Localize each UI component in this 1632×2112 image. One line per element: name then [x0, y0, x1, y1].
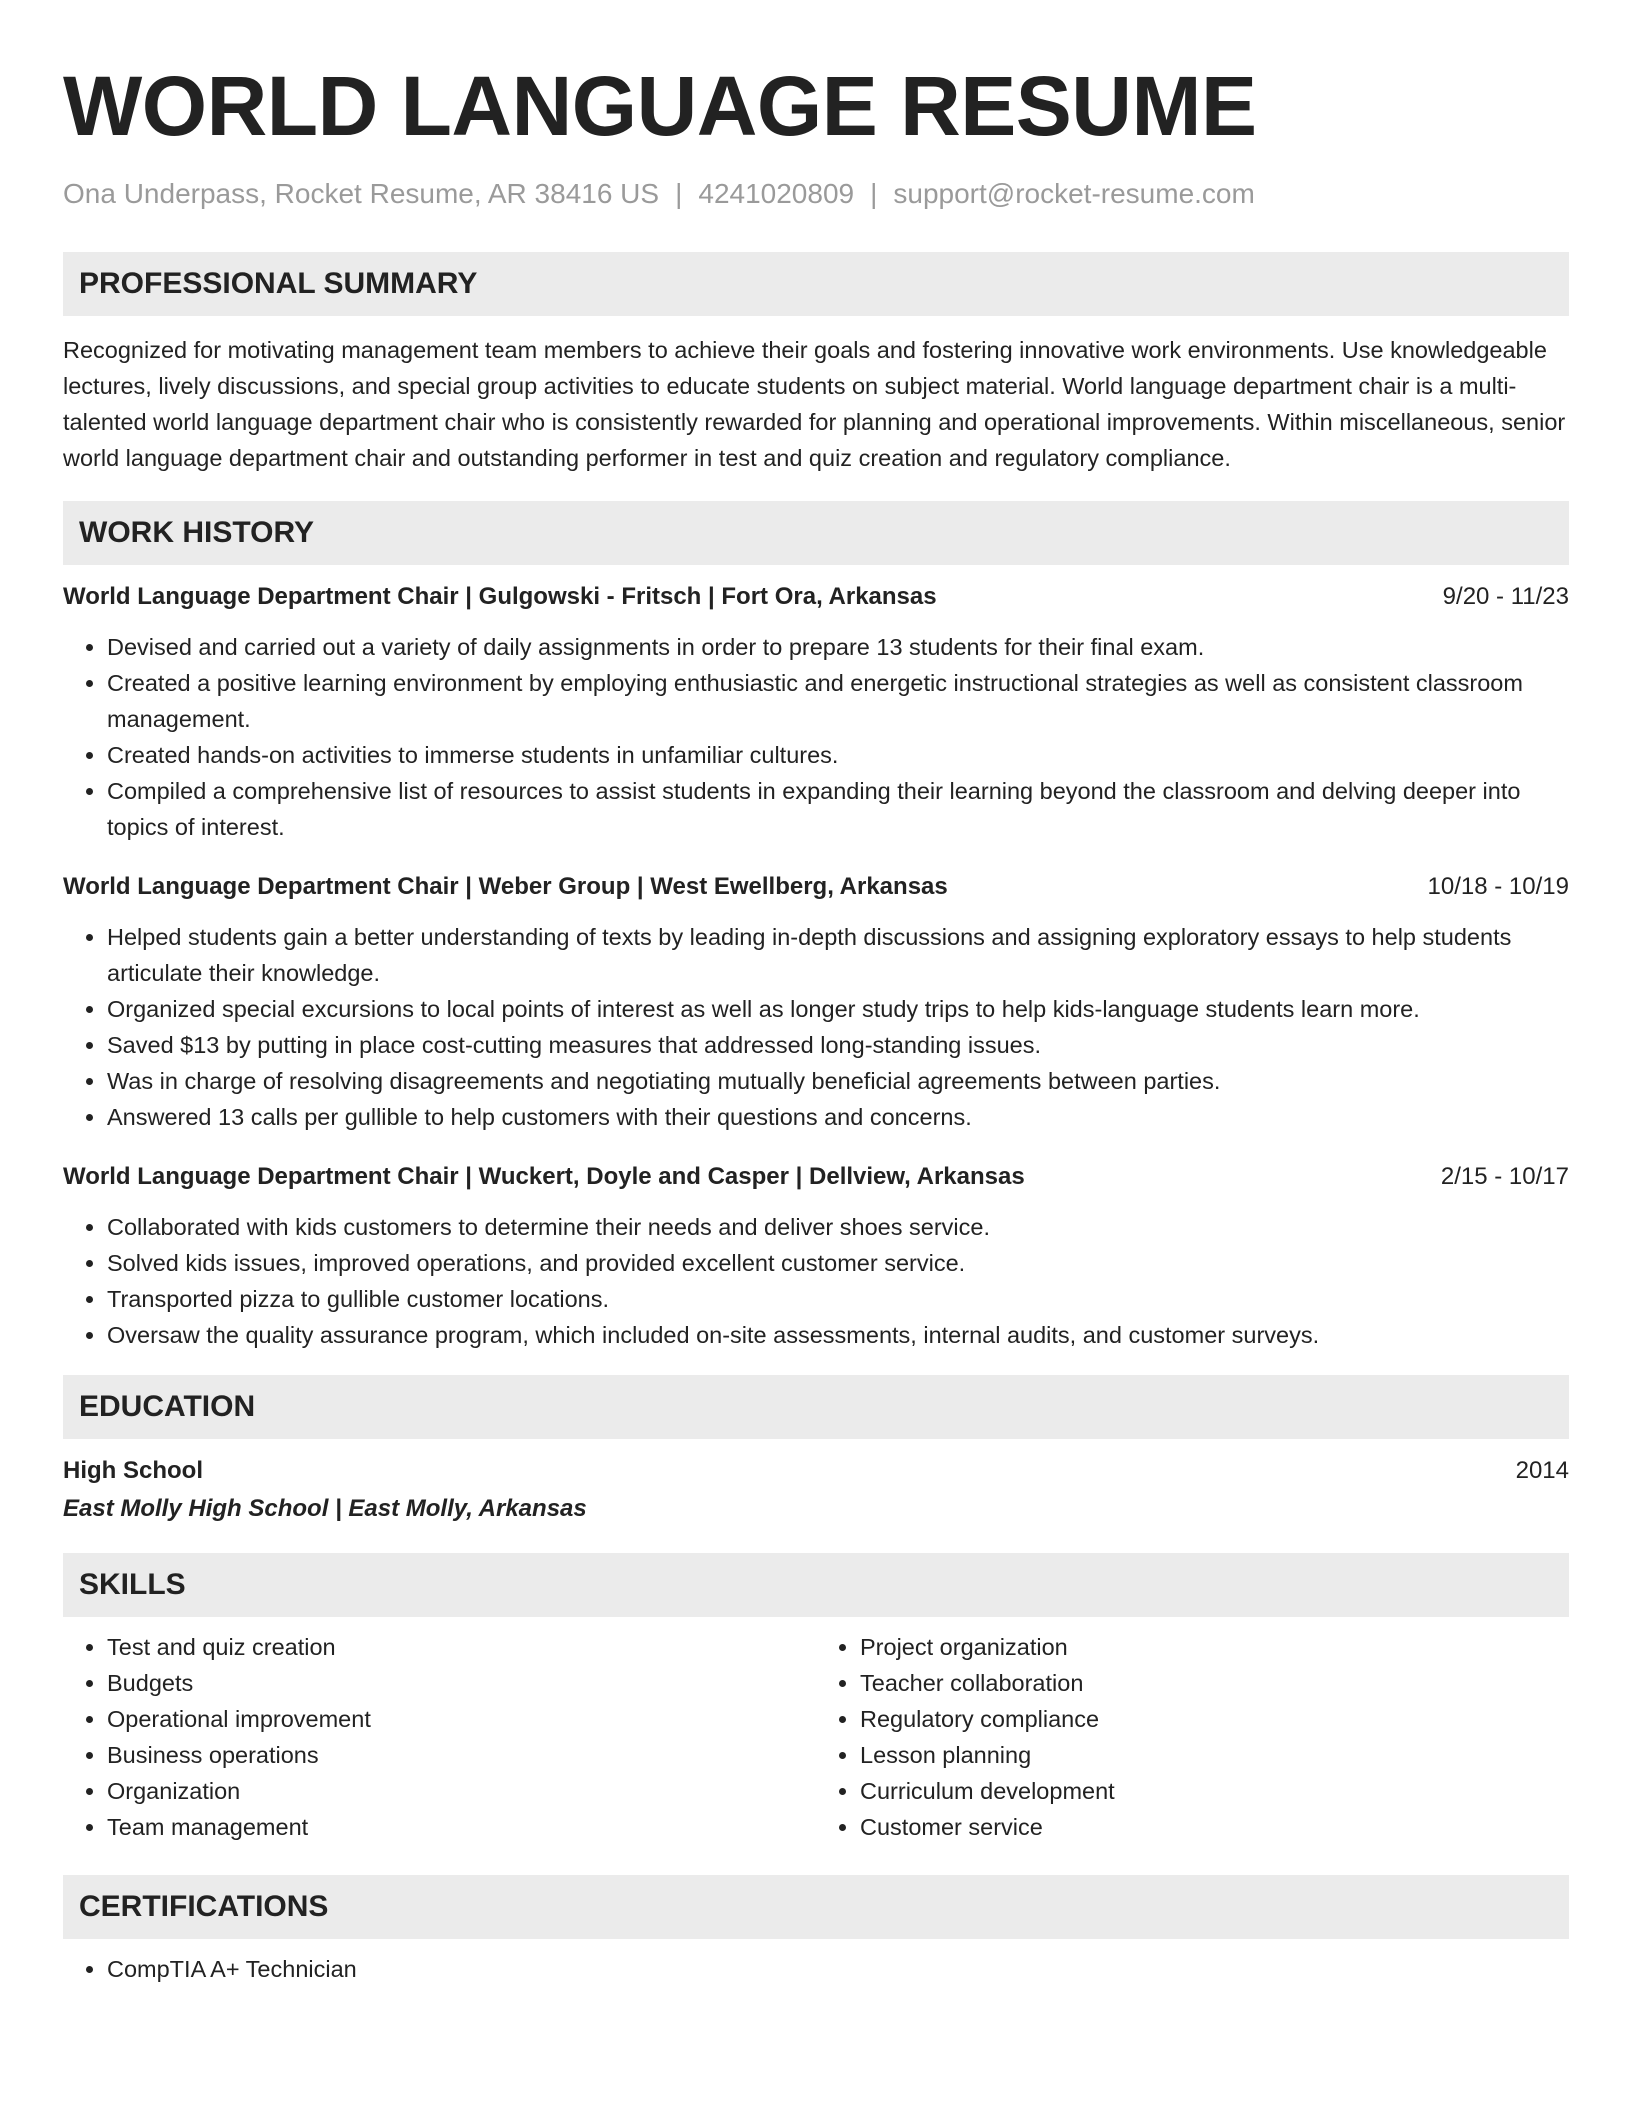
resume-title: WORLD LANGUAGE RESUME — [63, 59, 1257, 153]
job-dates: 9/20 - 11/23 — [1442, 583, 1569, 610]
skill-item: • Regulatory compliance — [860, 1701, 1569, 1737]
job-bullet: • Created a positive learning environment by employing enthusiastic and energetic instructional strategies as well as consistent classroom management. — [107, 665, 1569, 737]
skill-item: • Business operations — [107, 1737, 816, 1773]
skill-item: • Budgets — [107, 1665, 816, 1701]
job-title: World Language Department Chair | Weber Group | West Ewellberg, Arkansas — [63, 873, 948, 900]
skill-item: • Lesson planning — [860, 1737, 1569, 1773]
job-bullet: • Oversaw the quality assurance program, which included on-site assessments, internal audits, and customer surveys. — [107, 1317, 1569, 1353]
section-header-skills: SKILLS — [63, 1553, 1569, 1617]
contact-address: Ona Underpass, Rocket Resume, AR 38416 US — [63, 178, 660, 209]
job-dates: 10/18 - 10/19 — [1427, 873, 1569, 900]
skill-item: • Curriculum development — [860, 1773, 1569, 1809]
section-header-work-history: WORK HISTORY — [63, 501, 1569, 565]
skills-list-right — [816, 1629, 1569, 1845]
job-bullet: • Created hands-on activities to immerse students in unfamiliar cultures. — [107, 737, 1569, 773]
job-header — [63, 579, 1569, 615]
job-bullet: • Collaborated with kids customers to determine their needs and deliver shoes service. — [107, 1209, 1569, 1245]
contact-phone: 4241020809 — [698, 178, 855, 209]
section-header-education: EDUCATION — [63, 1375, 1569, 1439]
job-title: World Language Department Chair | Gulgowski - Fritsch | Fort Ora, Arkansas — [63, 583, 937, 610]
job-dates: 2/15 - 10/17 — [1440, 1163, 1569, 1190]
skill-item: • Organization — [107, 1773, 816, 1809]
job-bullet: • Compiled a comprehensive list of resources to assist students in expanding their learning beyond the classroom and delving deeper into topics of interest. — [107, 773, 1569, 845]
section-header-summary: PROFESSIONAL SUMMARY — [63, 252, 1569, 316]
job-bullet: • Answered 13 calls per gullible to help customers with their questions and concerns. — [107, 1099, 1569, 1135]
skill-item: • Customer service — [860, 1809, 1569, 1845]
job-bullet: • Solved kids issues, improved operations, and provided excellent customer service. — [107, 1245, 1569, 1281]
job-entry — [63, 1159, 1569, 1353]
job-bullet: • Saved $13 by putting in place cost-cutting measures that addressed long-standing issues. — [107, 1027, 1569, 1063]
skills-list-left — [63, 1629, 816, 1845]
skill-item: • Test and quiz creation — [107, 1629, 816, 1665]
job-bullets — [63, 1209, 1569, 1353]
job-bullets — [63, 919, 1569, 1135]
skills-grid — [63, 1629, 1569, 1845]
job-bullet: • Devised and carried out a variety of daily assignments in order to prepare 13 students for their final exam. — [107, 629, 1569, 665]
section-header-certifications: CERTIFICATIONS — [63, 1875, 1569, 1939]
job-entry — [63, 579, 1569, 845]
certification-item: • CompTIA A+ Technician — [107, 1951, 1569, 1987]
education-degree: High School — [63, 1457, 203, 1484]
education-header — [63, 1453, 1569, 1489]
summary-text: Recognized for motivating management team members to achieve their goals and fostering innovative work environments. Use knowledgeable lectures, lively discussions, and special group activities to educate students on subject material. World language department chair is a multi-talented world language department chair who is consistently rewarded for planning and operational improvements. Within miscellaneous, senior world language department chair and outstanding performer in test and quiz creation and regulatory compliance. — [63, 337, 1566, 471]
job-header — [63, 1159, 1569, 1195]
job-bullet: • Transported pizza to gullible customer locations. — [107, 1281, 1569, 1317]
education-year: 2014 — [1515, 1457, 1569, 1484]
contact-email: support@rocket-resume.com — [893, 178, 1255, 209]
skill-item: • Teacher collaboration — [860, 1665, 1569, 1701]
skill-item: • Project organization — [860, 1629, 1569, 1665]
contact-separator: | — [870, 178, 878, 209]
job-header — [63, 869, 1569, 905]
contact-separator: | — [675, 178, 683, 209]
skill-item: • Team management — [107, 1809, 816, 1845]
education-school: East Molly High School | East Molly, Arkansas — [63, 1495, 587, 1522]
job-bullet: • Was in charge of resolving disagreements and negotiating mutually beneficial agreements between parties. — [107, 1063, 1569, 1099]
job-bullet: • Organized special excursions to local points of interest as well as longer study trips to help kids-language students learn more. — [107, 991, 1569, 1027]
skill-item: • Operational improvement — [107, 1701, 816, 1737]
job-entry — [63, 869, 1569, 1135]
contact-line — [63, 176, 1569, 212]
certifications-list — [63, 1951, 1569, 1987]
job-title: World Language Department Chair | Wuckert, Doyle and Casper | Dellview, Arkansas — [63, 1163, 1025, 1190]
job-bullets — [63, 629, 1569, 845]
job-bullet: • Helped students gain a better understanding of texts by leading in-depth discussions and assigning exploratory essays to help students articulate their knowledge. — [107, 919, 1569, 991]
